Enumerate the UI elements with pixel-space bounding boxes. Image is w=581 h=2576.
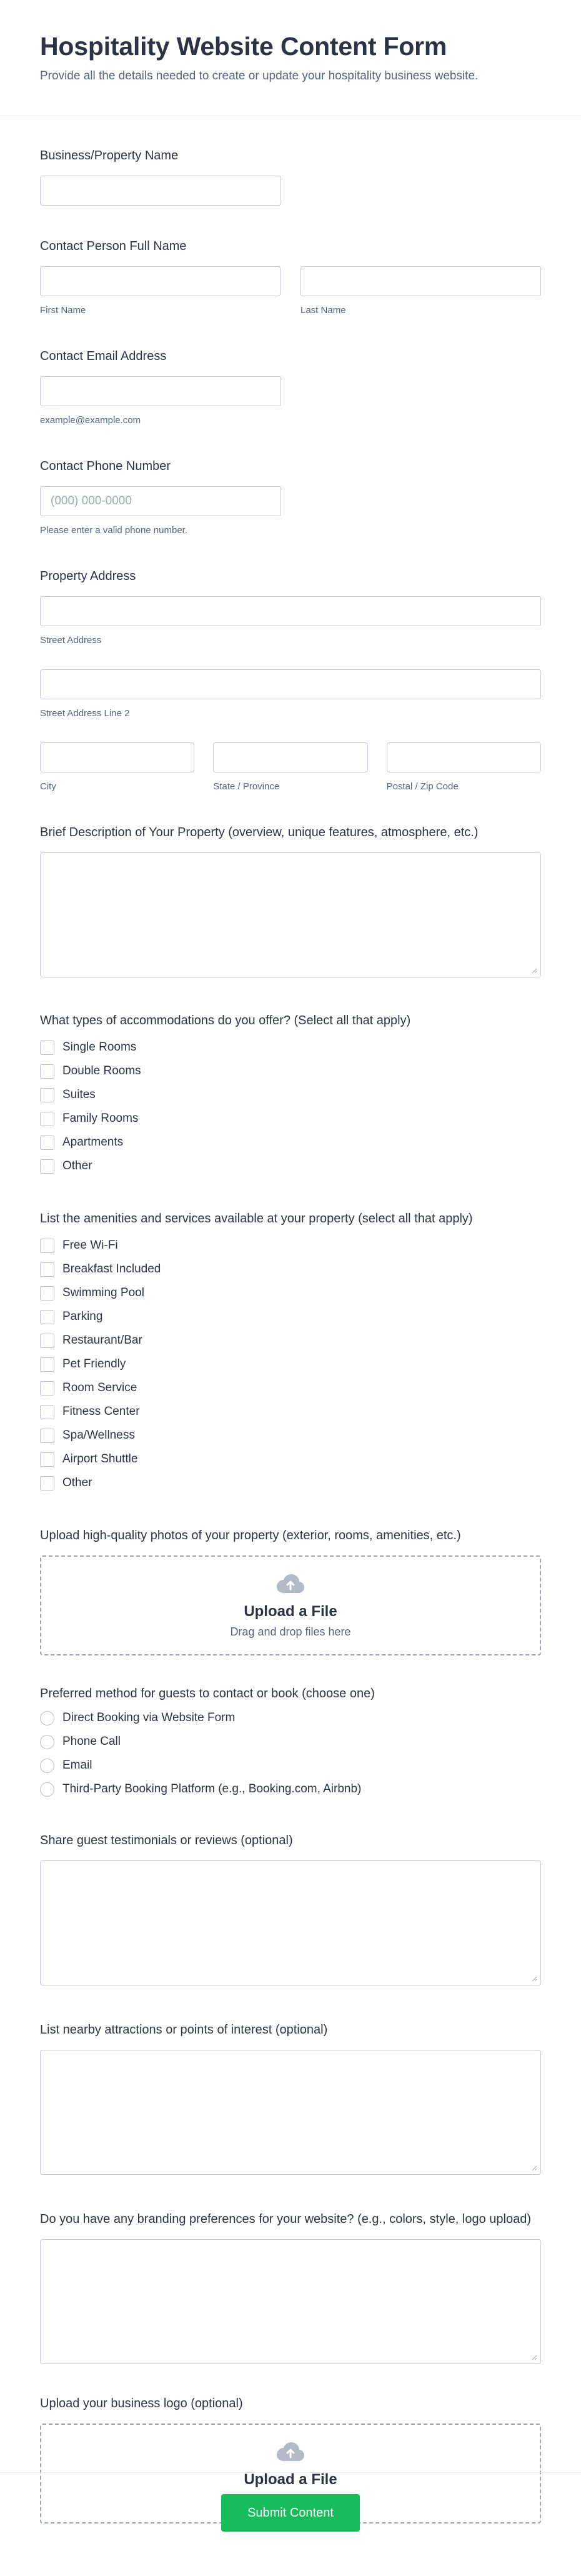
business-name-input[interactable] [40, 176, 281, 206]
city-sublabel: City [40, 781, 56, 792]
accommodations-label: What types of accommodations do you offer? (Select all that apply) [40, 1014, 411, 1028]
checkbox[interactable] [40, 1310, 54, 1324]
branding-field [40, 2211, 541, 2364]
option-label: Apartments [62, 1136, 124, 1149]
accommodation-option[interactable] [40, 1131, 541, 1154]
checkbox[interactable] [40, 1476, 54, 1490]
photos-upload-dropzone[interactable] [40, 1555, 541, 1655]
radio-button[interactable] [40, 1735, 54, 1749]
contact-name-field [40, 238, 541, 316]
description-field [40, 824, 541, 977]
option-label: Suites [62, 1088, 96, 1102]
attractions-textarea[interactable] [40, 2050, 541, 2175]
logo-label: Upload your business logo (optional) [40, 2397, 243, 2411]
first-name-input[interactable] [40, 266, 281, 296]
amenity-option[interactable] [40, 1234, 541, 1257]
resize-grip-icon[interactable] [531, 967, 537, 974]
last-name-sublabel: Last Name [300, 305, 346, 316]
testimonials-textarea[interactable] [40, 1860, 541, 1985]
business-name-label: Business/Property Name [40, 149, 179, 163]
cloud-upload-icon [276, 1573, 305, 1594]
accommodation-option[interactable] [40, 1036, 541, 1059]
logo-upload-title: Upload a File [244, 2470, 337, 2488]
zip-sublabel: Postal / Zip Code [386, 781, 459, 792]
checkbox[interactable] [40, 1112, 54, 1126]
testimonials-field [40, 1832, 541, 1985]
checkbox[interactable] [40, 1405, 54, 1419]
option-label: Spa/Wellness [62, 1429, 135, 1442]
amenity-option[interactable] [40, 1424, 541, 1447]
page-title: Hospitality Website Content Form [40, 32, 447, 61]
radio-button[interactable] [40, 1759, 54, 1773]
resize-grip-icon[interactable] [531, 2354, 537, 2360]
form-header [0, 0, 581, 116]
photos-upload-hint: Drag and drop files here [230, 1625, 351, 1638]
checkbox[interactable] [40, 1429, 54, 1443]
form-body [0, 147, 581, 2524]
option-label: Other [62, 1159, 92, 1173]
option-label: Fitness Center [62, 1405, 140, 1419]
contact-email-label: Contact Email Address [40, 349, 167, 364]
phone-input[interactable] [40, 486, 281, 516]
amenity-option[interactable] [40, 1376, 541, 1400]
option-label: Third-Party Booking Platform (e.g., Booking.com, Airbnb) [62, 1782, 362, 1796]
first-name-sublabel: First Name [40, 305, 86, 316]
state-input[interactable] [213, 742, 367, 772]
email-sublabel: example@example.com [40, 415, 141, 426]
checkbox[interactable] [40, 1041, 54, 1055]
attractions-label: List nearby attractions or points of interest (optional) [40, 2023, 328, 2037]
contact-method-option[interactable] [40, 1730, 541, 1754]
amenity-option[interactable] [40, 1281, 541, 1305]
option-label: Single Rooms [62, 1041, 137, 1054]
checkbox[interactable] [40, 1159, 54, 1174]
checkbox[interactable] [40, 1286, 54, 1300]
branding-label: Do you have any branding preferences for your website? (e.g., colors, style, logo upload) [40, 2212, 531, 2227]
contact-phone-field [40, 458, 541, 536]
accommodation-option[interactable] [40, 1154, 541, 1178]
street-address-sublabel: Street Address [40, 635, 102, 646]
contact-phone-label: Contact Phone Number [40, 459, 171, 474]
radio-button[interactable] [40, 1782, 54, 1797]
amenity-option[interactable] [40, 1447, 541, 1471]
amenities-field [40, 1211, 541, 1495]
radio-button[interactable] [40, 1711, 54, 1725]
description-textarea[interactable] [40, 852, 541, 977]
option-label: Airport Shuttle [62, 1452, 138, 1466]
contact-method-option[interactable] [40, 1706, 541, 1730]
street-address-2-sublabel: Street Address Line 2 [40, 708, 130, 719]
phone-sublabel: Please enter a valid phone number. [40, 525, 187, 536]
street-address-2-input[interactable] [40, 669, 541, 699]
attractions-field [40, 2022, 541, 2175]
testimonials-label: Share guest testimonials or reviews (optional) [40, 1834, 293, 1848]
amenity-option[interactable] [40, 1400, 541, 1424]
address-field [40, 568, 541, 792]
contact-name-label: Contact Person Full Name [40, 239, 187, 254]
resize-grip-icon[interactable] [531, 2165, 537, 2171]
accommodations-field [40, 1012, 541, 1178]
email-input[interactable] [40, 376, 281, 406]
option-label: Phone Call [62, 1735, 121, 1749]
option-label: Breakfast Included [62, 1262, 161, 1276]
checkbox[interactable] [40, 1136, 54, 1150]
option-label: Direct Booking via Website Form [62, 1711, 236, 1725]
amenities-label: List the amenities and services available at your property (select all that apply) [40, 1212, 473, 1226]
photos-upload-title: Upload a File [244, 1602, 337, 1620]
option-label: Double Rooms [62, 1064, 141, 1078]
accommodation-option[interactable] [40, 1059, 541, 1083]
accommodation-option[interactable] [40, 1107, 541, 1131]
checkbox[interactable] [40, 1452, 54, 1467]
checkbox[interactable] [40, 1381, 54, 1395]
option-label: Swimming Pool [62, 1286, 144, 1300]
contact-method-label: Preferred method for guests to contact or book (choose one) [40, 1687, 375, 1701]
option-label: Family Rooms [62, 1112, 139, 1126]
contact-email-field [40, 348, 541, 426]
option-label: Restaurant/Bar [62, 1334, 142, 1347]
resize-grip-icon[interactable] [531, 1975, 537, 1982]
address-label: Property Address [40, 569, 136, 584]
state-sublabel: State / Province [213, 781, 280, 792]
checkbox[interactable] [40, 1064, 54, 1079]
amenity-option[interactable] [40, 1471, 541, 1495]
contact-method-field [40, 1685, 541, 1801]
submit-button[interactable]: Submit Content [221, 2494, 360, 2532]
zip-input[interactable] [387, 742, 541, 772]
option-label: Email [62, 1759, 92, 1772]
amenity-option[interactable] [40, 1305, 541, 1329]
checkbox[interactable] [40, 1239, 54, 1253]
option-label: Room Service [62, 1381, 137, 1395]
contact-method-option[interactable] [40, 1754, 541, 1777]
option-label: Free Wi-Fi [62, 1239, 118, 1252]
photos-field [40, 1527, 541, 1655]
amenity-option[interactable] [40, 1257, 541, 1281]
option-label: Parking [62, 1310, 103, 1324]
business-name-field [40, 147, 541, 206]
street-address-input[interactable] [40, 596, 541, 626]
photos-label: Upload high-quality photos of your property (exterior, rooms, amenities, etc.) [40, 1529, 461, 1543]
contact-method-option[interactable] [40, 1777, 541, 1801]
accommodation-option[interactable] [40, 1083, 541, 1107]
last-name-input[interactable] [300, 266, 541, 296]
checkbox[interactable] [40, 1262, 54, 1277]
amenity-option[interactable] [40, 1329, 541, 1352]
option-label: Pet Friendly [62, 1357, 126, 1371]
branding-textarea[interactable] [40, 2239, 541, 2364]
cloud-upload-icon [276, 2441, 305, 2462]
checkbox[interactable] [40, 1334, 54, 1348]
checkbox[interactable] [40, 1357, 54, 1372]
option-label: Other [62, 1476, 92, 1490]
description-label: Brief Description of Your Property (overview, unique features, atmosphere, etc.) [40, 826, 479, 840]
city-input[interactable] [40, 742, 194, 772]
amenity-option[interactable] [40, 1352, 541, 1376]
checkbox[interactable] [40, 1088, 54, 1102]
form-footer [0, 2472, 581, 2576]
page-subtitle: Provide all the details needed to create or update your hospitality business website. [40, 69, 479, 83]
